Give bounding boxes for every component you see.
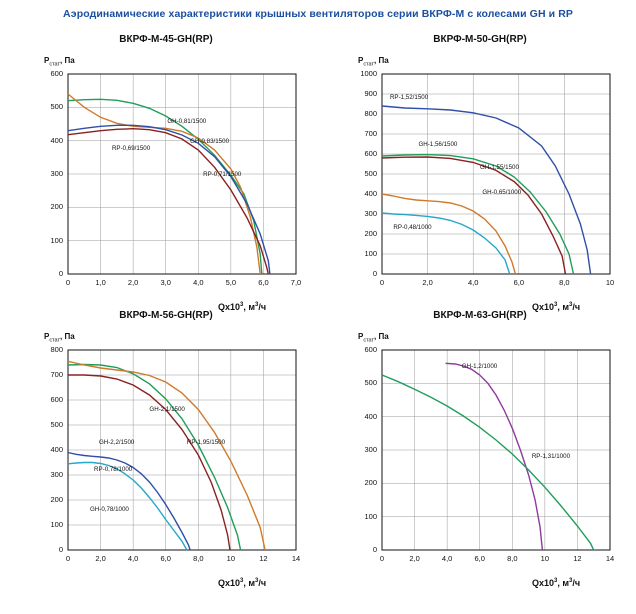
y-tick-label: 900 (364, 89, 377, 98)
series-label: RP-0,48/1000 (393, 224, 432, 231)
x-axis-label: $Qx10^3$, $м^3/ч$ (532, 578, 581, 588)
y-tick-label: 600 (50, 69, 63, 78)
x-axis-label: $Qx10^3$, $м^3/ч$ (532, 302, 581, 312)
series-label: RP-1,31/1000 (531, 452, 571, 460)
x-tick-label: 2,0 (409, 554, 420, 563)
series-label: GH-0,81/1500 (167, 118, 207, 126)
chart-panel (330, 34, 630, 312)
y-tick-label: 0 (372, 545, 377, 554)
x-tick-label: 4,0 (127, 554, 139, 563)
chart-panel (330, 310, 630, 588)
y-axis-label: $P_{стат}$, Па (44, 332, 75, 344)
x-tick-label: 0 (65, 278, 71, 287)
series-label: GH-1,2/1000 (461, 362, 498, 370)
x-tick-label: 8,0 (507, 554, 518, 563)
y-tick-label: 100 (364, 249, 377, 258)
x-tick-label: 10 (540, 554, 550, 563)
y-tick-label: 0 (372, 269, 377, 278)
curve (68, 99, 262, 274)
y-tick-label: 300 (50, 470, 63, 479)
y-tick-label: 1000 (360, 69, 377, 78)
y-tick-label: 200 (364, 478, 377, 488)
y-tick-label: 700 (364, 129, 377, 138)
series-label: GH-1,56/1500 (418, 141, 458, 148)
y-tick-label: 700 (50, 370, 63, 379)
y-tick-label: 300 (364, 209, 377, 218)
x-tick-label: 7,0 (290, 278, 302, 287)
y-tick-label: 500 (50, 420, 63, 429)
x-tick-label: 4,0 (441, 554, 453, 563)
y-axis-label: $P_{стат}$, Па (44, 56, 75, 68)
y-tick-label: 500 (364, 378, 377, 388)
series-label: GH-1,55/1500 (480, 164, 519, 171)
x-tick-label: 8,0 (559, 278, 570, 287)
y-tick-label: 500 (50, 102, 63, 112)
y-tick-label: 100 (50, 520, 63, 529)
chart-title: ВКРФ-М-45-GH(RP) (119, 34, 213, 45)
x-tick-label: 6,0 (258, 278, 269, 287)
curve (68, 125, 270, 274)
curve (446, 363, 543, 550)
x-tick-label: 3,0 (160, 278, 171, 287)
x-tick-label: 1,0 (95, 278, 106, 287)
y-tick-label: 0 (58, 269, 63, 278)
y-tick-label: 400 (50, 445, 63, 454)
curve (382, 375, 594, 550)
x-tick-label: 5,0 (225, 278, 237, 287)
y-axis-label: $P_{стат}$, Па (358, 332, 389, 344)
x-tick-label: 4,0 (467, 278, 479, 287)
series-label: RP-0,78/1000 (94, 466, 133, 473)
x-tick-label: 6,0 (160, 554, 171, 563)
chart-title: ВКРФ-М-50-GH(RP) (433, 34, 527, 45)
y-tick-label: 400 (50, 135, 63, 145)
chart-panel (16, 34, 316, 312)
x-tick-label: 10 (605, 278, 615, 287)
x-tick-label: 2,0 (127, 278, 139, 287)
series-label: RP-1,52/1500 (389, 94, 429, 101)
chart-panel (16, 310, 316, 588)
page-title: Аэродинамические характеристики крышных вентиляторов серии ВКРФ-М с колесами GH и RP (62, 8, 574, 20)
x-tick-label: 12 (573, 554, 582, 563)
x-tick-label: 10 (226, 554, 236, 563)
x-axis-label: $Qx10^3$, $м^3/ч$ (218, 302, 267, 312)
y-tick-label: 100 (364, 511, 377, 521)
x-tick-label: 0 (379, 554, 385, 563)
x-tick-label: 12 (259, 554, 268, 563)
y-tick-label: 500 (364, 169, 377, 178)
series-label: GH-0,65/1000 (482, 189, 522, 196)
y-tick-label: 200 (364, 229, 377, 238)
curve (68, 129, 268, 274)
y-tick-label: 400 (364, 189, 377, 198)
x-tick-label: 6,0 (474, 554, 485, 563)
chart-title: ВКРФ-М-56-GH(RP) (119, 310, 213, 321)
y-tick-label: 300 (50, 169, 63, 178)
x-tick-label: 14 (291, 554, 301, 563)
x-tick-label: 0 (65, 554, 71, 563)
x-tick-label: 0 (379, 278, 385, 287)
series-label: RP-1,95/1500 (186, 438, 226, 446)
x-tick-label: 8,0 (193, 554, 204, 563)
series-label: GH-0,78/1000 (89, 506, 129, 513)
series-label: GH-0,83/1500 (190, 138, 230, 146)
series-label: RP-0,69/1500 (111, 145, 151, 152)
y-tick-label: 300 (364, 445, 377, 454)
y-tick-label: 600 (364, 345, 377, 354)
chart-title: ВКРФ-М-63-GH(RP) (433, 310, 527, 321)
y-tick-label: 200 (50, 495, 63, 504)
y-tick-label: 800 (50, 345, 63, 354)
curve (382, 213, 510, 274)
y-tick-label: 600 (50, 395, 63, 404)
y-tick-label: 0 (58, 545, 63, 554)
series-label: RP-0,71/1500 (203, 171, 242, 178)
series-label: GH-2,2/1500 (98, 438, 135, 446)
curve (68, 94, 260, 274)
x-tick-label: 4,0 (193, 278, 204, 287)
x-tick-label: 2,0 (95, 554, 106, 563)
x-tick-label: 14 (605, 554, 615, 563)
curve (68, 365, 241, 551)
y-tick-label: 100 (50, 235, 63, 245)
y-tick-label: 200 (50, 202, 63, 212)
x-axis-label: $Qx10^3$, $м^3/ч$ (218, 578, 267, 588)
x-tick-label: 2,0 (422, 278, 433, 287)
y-tick-label: 600 (364, 149, 377, 158)
series-label: GH-2,1/1500 (149, 406, 185, 413)
y-axis-label: $P_{стат}$, Па (358, 56, 389, 68)
x-tick-label: 6,0 (513, 278, 525, 287)
y-tick-label: 400 (364, 411, 377, 421)
y-tick-label: 800 (364, 109, 377, 118)
